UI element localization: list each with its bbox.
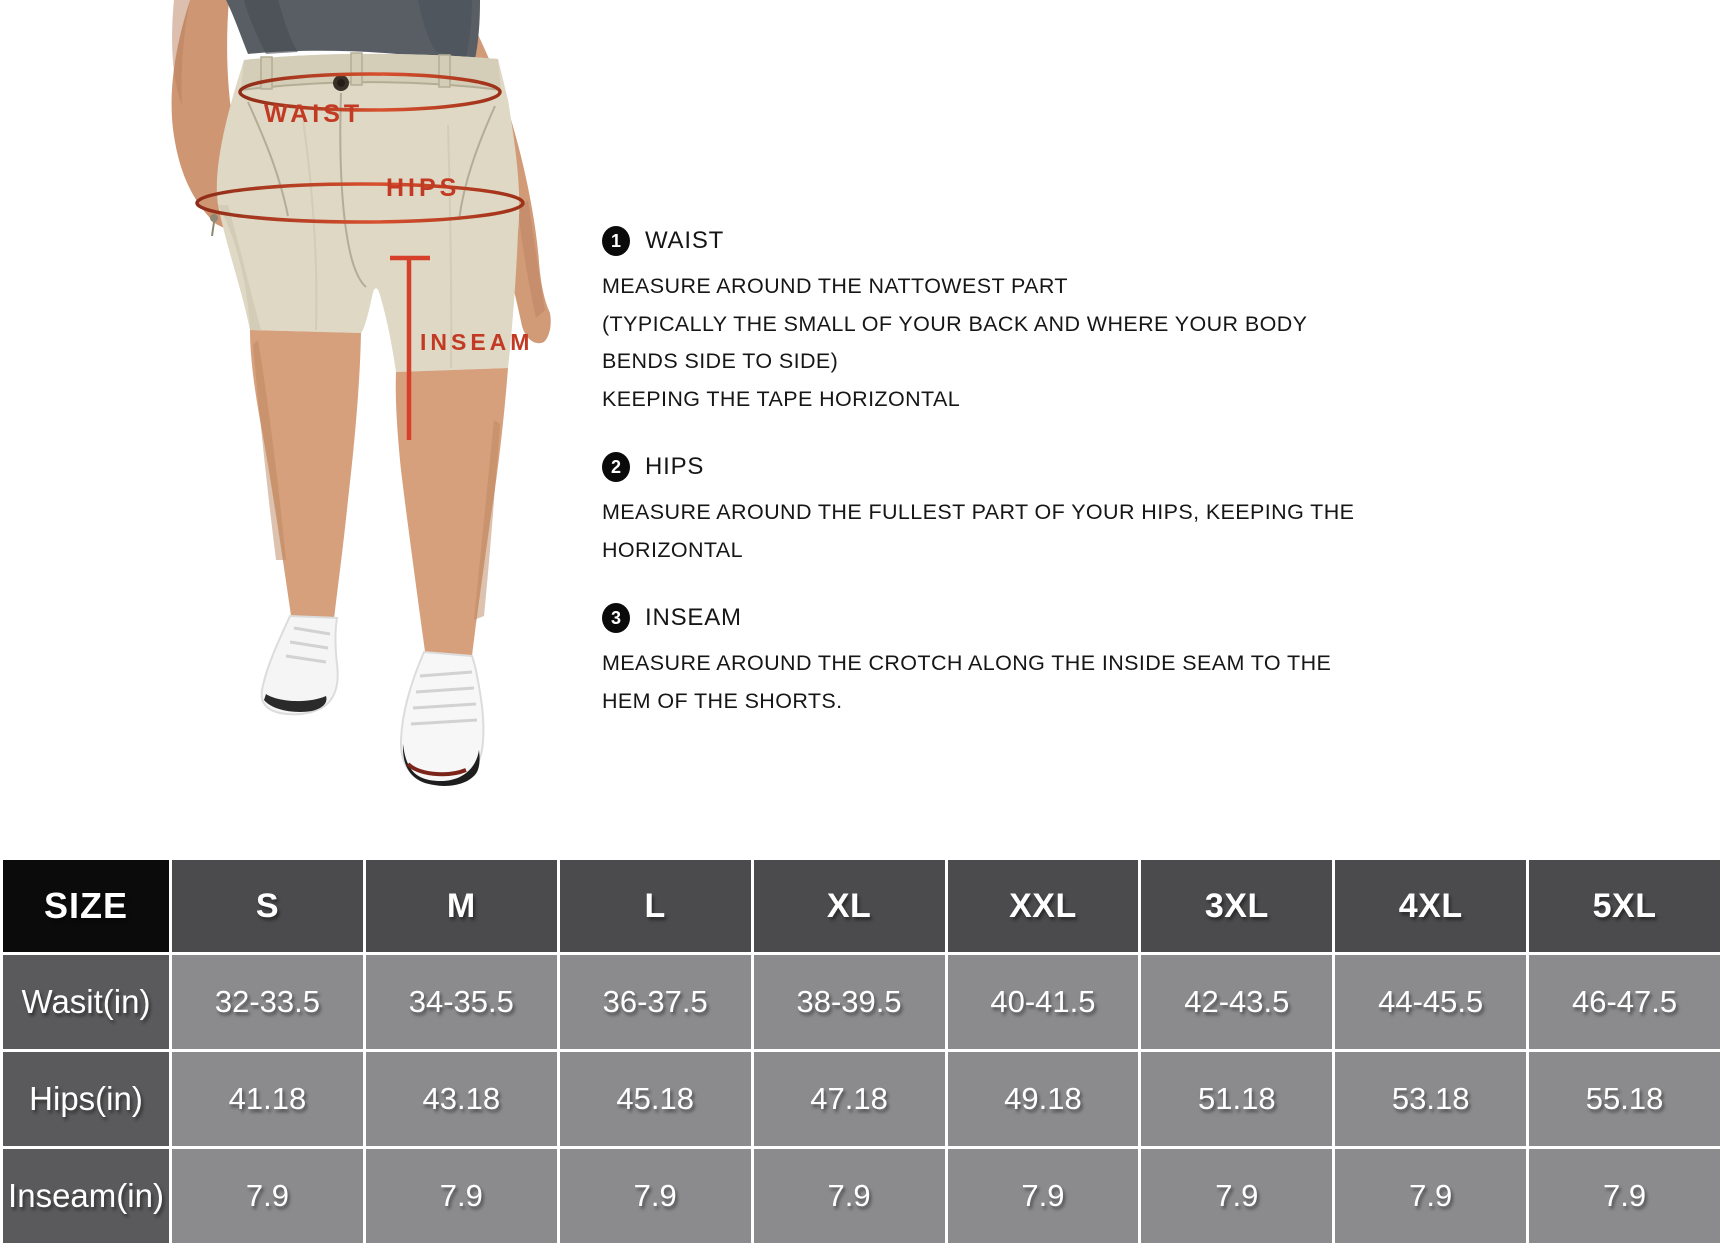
step-number-badge: 1 bbox=[602, 226, 630, 256]
table-value-cell: 7.9 bbox=[1529, 1149, 1720, 1243]
table-value-cell: 47.18 bbox=[754, 1052, 945, 1146]
model-photo bbox=[98, 0, 618, 860]
table-value-cell: 49.18 bbox=[948, 1052, 1139, 1146]
table-header-cell: M bbox=[366, 860, 557, 952]
table-value-cell: 45.18 bbox=[560, 1052, 751, 1146]
table-value-cell: 7.9 bbox=[560, 1149, 751, 1243]
hips-label: HIPS bbox=[386, 174, 461, 202]
table-value-cell: 7.9 bbox=[948, 1149, 1139, 1243]
table-value-cell: 55.18 bbox=[1529, 1052, 1720, 1146]
table-value-cell: 46-47.5 bbox=[1529, 955, 1720, 1049]
measure-instructions bbox=[602, 226, 1392, 754]
instruction-text: MEASURE AROUND THE CROTCH ALONG THE INSIDE SEAM TO THE bbox=[602, 651, 1332, 675]
table-value-cell: 41.18 bbox=[172, 1052, 363, 1146]
instruction-waist bbox=[602, 226, 1392, 418]
table-header-cell: 3XL bbox=[1141, 860, 1332, 952]
inseam-label: INSEAM bbox=[420, 329, 534, 355]
table-row-label: Wasit(in) bbox=[3, 955, 169, 1049]
model-illustration bbox=[98, 0, 618, 860]
table-value-cell: 7.9 bbox=[366, 1149, 557, 1243]
table-value-cell: 7.9 bbox=[1335, 1149, 1526, 1243]
table-header-cell: XL bbox=[754, 860, 945, 952]
instruction-title: INSEAM bbox=[645, 604, 742, 631]
table-value-cell: 34-35.5 bbox=[366, 955, 557, 1049]
table-value-cell: 36-37.5 bbox=[560, 955, 751, 1049]
step-number-badge: 3 bbox=[602, 603, 630, 633]
table-value-cell: 43.18 bbox=[366, 1052, 557, 1146]
table-header-cell: 5XL bbox=[1529, 860, 1720, 952]
table-value-cell: 42-43.5 bbox=[1141, 955, 1332, 1049]
instruction-title: WAIST bbox=[645, 227, 725, 254]
instruction-text: KEEPING THE TAPE HORIZONTAL bbox=[602, 386, 961, 411]
instruction-hips bbox=[602, 452, 1392, 569]
instruction-text: (TYPICALLY THE SMALL OF YOUR BACK AND WHERE YOUR BODY bbox=[602, 311, 1308, 336]
table-header-cell: 4XL bbox=[1335, 860, 1526, 952]
table-header-cell: L bbox=[560, 860, 751, 952]
size-table bbox=[0, 857, 1723, 1246]
instruction-text: BENDS SIDE TO SIDE) bbox=[602, 349, 839, 373]
table-value-cell: 38-39.5 bbox=[754, 955, 945, 1049]
table-value-cell: 7.9 bbox=[172, 1149, 363, 1243]
table-value-cell: 40-41.5 bbox=[948, 955, 1139, 1049]
instruction-text: HORIZONTAL bbox=[602, 537, 743, 562]
table-value-cell: 53.18 bbox=[1335, 1052, 1526, 1146]
table-value-cell: 32-33.5 bbox=[172, 955, 363, 1049]
table-header-cell: XXL bbox=[948, 860, 1139, 952]
table-header-size: SIZE bbox=[3, 860, 169, 952]
table-value-cell: 7.9 bbox=[754, 1149, 945, 1243]
instruction-title: HIPS bbox=[645, 453, 705, 480]
table-row-label: Inseam(in) bbox=[3, 1149, 169, 1243]
instruction-text: MEASURE AROUND THE FULLEST PART OF YOUR HIPS, KEEPING THE bbox=[602, 500, 1355, 524]
step-number-badge: 2 bbox=[602, 452, 630, 482]
waist-label: WAIST bbox=[264, 100, 364, 128]
table-value-cell: 7.9 bbox=[1141, 1149, 1332, 1243]
instruction-text: HEM OF THE SHORTS. bbox=[602, 688, 843, 713]
instruction-inseam bbox=[602, 603, 1392, 720]
table-row-label: Hips(in) bbox=[3, 1052, 169, 1146]
instruction-text: MEASURE AROUND THE NATTOWEST PART bbox=[602, 274, 1068, 298]
table-value-cell: 51.18 bbox=[1141, 1052, 1332, 1146]
table-value-cell: 44-45.5 bbox=[1335, 955, 1526, 1049]
table-header-cell: S bbox=[172, 860, 363, 952]
